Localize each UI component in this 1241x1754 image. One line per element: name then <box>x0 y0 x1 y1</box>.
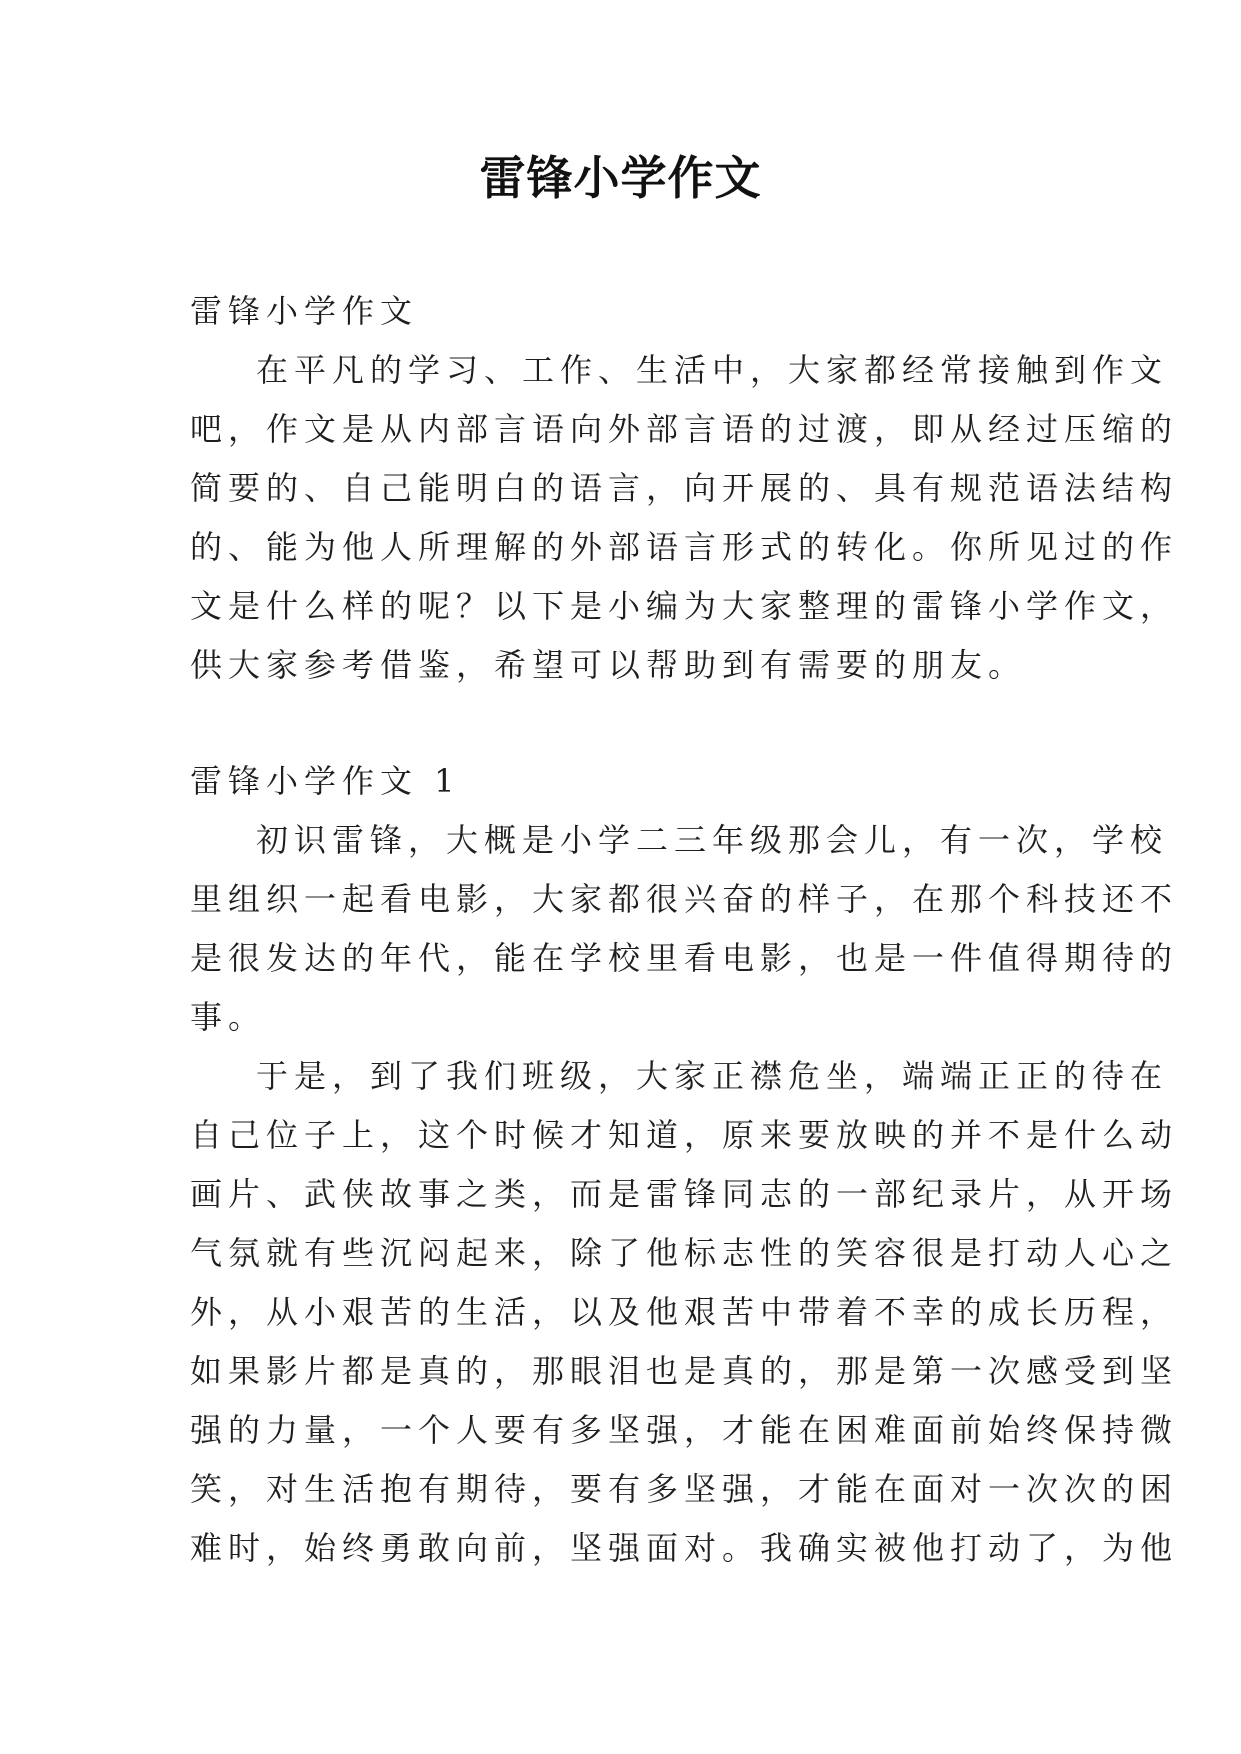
section1-body <box>190 811 1179 1578</box>
paragraph-line: 的、能为他人所理解的外部语言形式的转化。你所见过的作 <box>190 528 1179 566</box>
intro-heading: 雷锋小学作文 <box>190 292 419 330</box>
paragraph-line: 在平凡的学习、工作、生活中，大家都经常接触到作文 <box>256 351 1169 389</box>
intro-heading-block <box>190 282 1056 341</box>
section1-heading: 雷锋小学作文 1 <box>190 762 461 800</box>
paragraph-line: 难时，始终勇敢向前，坚强面对。我确实被他打动了，为他 <box>190 1529 1179 1567</box>
paragraph-line: 画片、武侠故事之类，而是雷锋同志的一部纪录片，从开场 <box>190 1175 1179 1213</box>
paragraph-line: 气氛就有些沉闷起来，除了他标志性的笑容很是打动人心之 <box>190 1234 1179 1272</box>
paragraph-line: 吧，作文是从内部言语向外部言语的过渡，即从经过压缩的 <box>190 410 1179 448</box>
section1-heading-block <box>190 752 1056 811</box>
paragraph-line: 如果影片都是真的，那眼泪也是真的，那是第一次感受到坚 <box>190 1352 1179 1390</box>
paragraph-line: 外，从小艰苦的生活，以及他艰苦中带着不幸的成长历程， <box>190 1293 1179 1331</box>
paragraph-line: 笑，对生活抱有期待，要有多坚强，才能在面对一次次的困 <box>190 1470 1179 1508</box>
paragraph-line: 里组织一起看电影，大家都很兴奋的样子，在那个科技还不 <box>190 880 1179 918</box>
paragraph-line: 初识雷锋，大概是小学二三年级那会儿，有一次，学校 <box>256 821 1169 859</box>
intro-paragraph <box>190 341 1179 695</box>
paragraph-line: 强的力量，一个人要有多坚强，才能在困难面前始终保持微 <box>190 1411 1179 1449</box>
paragraph-line: 文是什么样的呢？以下是小编为大家整理的雷锋小学作文， <box>190 587 1179 625</box>
paragraph-line: 简要的、自己能明白的语言，向开展的、具有规范语法结构 <box>190 469 1179 507</box>
paragraph-line: 是很发达的年代，能在学校里看电影，也是一件值得期待的 <box>190 939 1179 977</box>
paragraph-line: 自己位子上，这个时候才知道，原来要放映的并不是什么动 <box>190 1116 1179 1154</box>
paragraph-line: 事。 <box>190 998 267 1036</box>
paragraph-line: 于是，到了我们班级，大家正襟危坐，端端正正的待在 <box>256 1057 1169 1095</box>
document-title: 雷锋小学作文 <box>479 151 762 205</box>
paragraph-line: 供大家参考借鉴，希望可以帮助到有需要的朋友。 <box>190 646 1027 684</box>
